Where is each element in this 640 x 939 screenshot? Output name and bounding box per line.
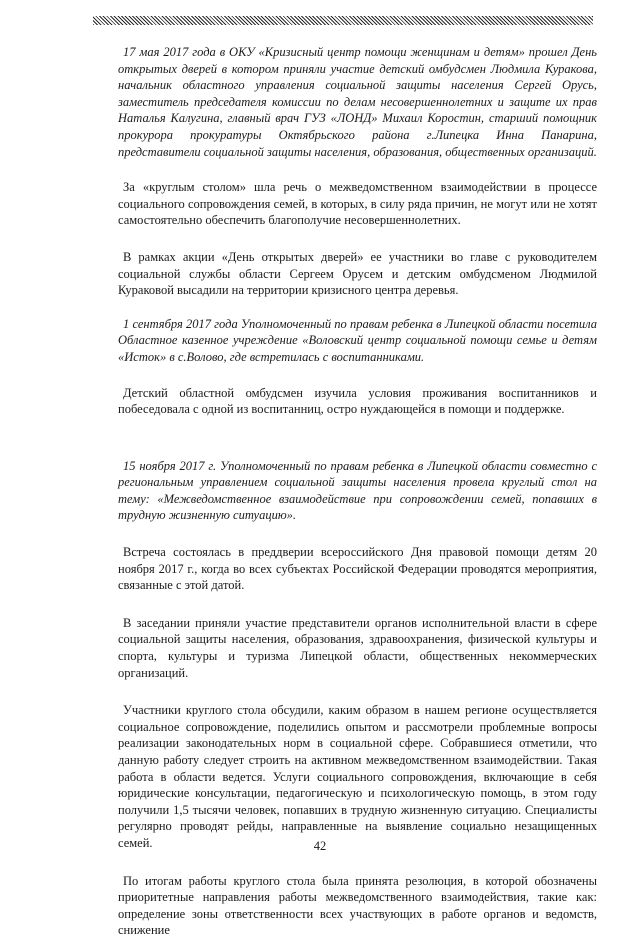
- paragraph-ombudsman-study: Детский областной омбудсмен изучила условия проживания воспитанников и побеседовала с одной из воспитанниц, остро нуждающейся в помощи и поддержке.: [118, 385, 597, 417]
- paragraph-legal-aid-day: Встреча состоялась в преддверии всероссийского Дня правовой помощи детям 20 ноября 2017 г., когда во всех субъектах Российской Федерации проводятся мероприятия, связанные с этой датой.: [118, 545, 597, 593]
- paragraph-may-17-event: 17 мая 2017 года в ОКУ «Кризисный центр помощи женщинам и детям» прошел День открытых дверей в котором приняли участие детский омбудсмен Людмила Куракова, начальник областного управления социальной защиты населения Сергей Орусь, заместитель председателя комиссии по делам несовершеннолетних и защите их прав Наталья Калугина, главный врач ГУЗ «ЛОНД» Михаил Коростин, старший помощник прокурора прокуратуры Октябрьского района г.Липецка Инна Панарина, представители социальной защиты населения, образования, общественных организаций.: [118, 45, 597, 159]
- page-content: [118, 44, 597, 939]
- paragraph-meeting-participants: В заседании приняли участие представители органов исполнительной власти в сфере социальной защиты населения, образования, здравоохранения, физической культуры и спорта, культуры и туризма Липецкой области, общественных некоммерческих организаций.: [118, 615, 597, 680]
- decorative-top-border: [93, 16, 593, 25]
- paragraph-open-doors-trees: В рамках акции «День открытых дверей» ее участники во главе с руководителем социальной службы области Сергеем Орусем и детским омбудсменом Людмилой Кураковой высадили на территории кризисного центра деревья.: [118, 249, 597, 298]
- paragraph-round-table-topic: За «круглым столом» шла речь о межведомственном взаимодействии в процессе социального сопровождения семей, в которых, в силу ряда причин, не могут или не хотят самостоятельно обеспечить благополучие несовершеннолетних.: [118, 180, 597, 228]
- paragraph-nov-15-round-table: 15 ноября 2017 г. Уполномоченный по правам ребенка в Липецкой области совместно с региональным управлением социальной защиты населения провела круглый стол на тему: «Межведомственное взаимодействие при сопровождении семей, попавших в трудную жизненную ситуацию».: [118, 458, 597, 523]
- paragraph-discussion: Участники круглого стола обсудили, каким образом в нашем регионе осуществляется социальное сопровождение, поделились опытом и рассмотрели проблемные вопросы реализации законодательных норм в социальной сфере. Собравшиеся отметили, что данную работу следует строить на активном межведомственном взаимодействии. Такая работа в области ведется. Услуги социального сопровождения, включающие в себя юридические консультации, педагогическую и психологическую помощь, в этом году получили 1,5 тысячи человек, попавших в трудную жизненную ситуацию. Специалисты регулярно проводят рейды, направленные на выявление социально незащищенных семей.: [118, 703, 597, 850]
- paragraph-resolution: По итогам работы круглого стола была принята резолюция, в которой обозначены приоритетные направления работы межведомственного взаимодействия, такие как: определение зоны ответственности всех участвующих в работе органов и ведомств, снижение: [118, 873, 597, 938]
- page-number: 42: [313, 839, 327, 853]
- paragraph-sep-1-visit: 1 сентября 2017 года Уполномоченный по правам ребенка в Липецкой области посетила Областное казенное учреждение «Воловский центр социальной помощи семье и детям «Исток» в с.Волово, где встретилась с воспитанниками.: [118, 316, 597, 364]
